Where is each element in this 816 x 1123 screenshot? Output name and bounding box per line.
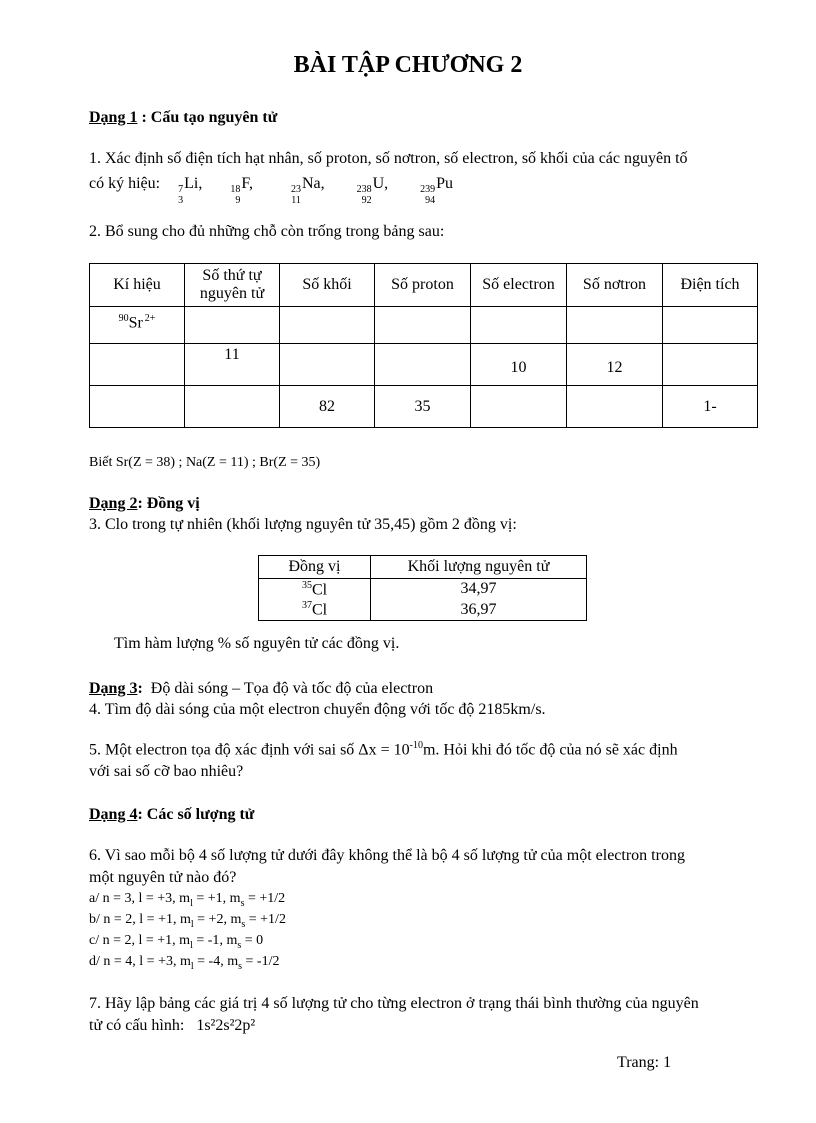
page-number: Trang: 1 (617, 1054, 672, 1071)
q5-line2: với sai số cỡ bao nhiêu? (89, 763, 244, 780)
q1-line1: 1. Xác định số điện tích hạt nhân, số proton, số nơtron, số electron, số khối của các nguyên tố (89, 150, 688, 167)
section-3-name: Độ dài sóng – Tọa độ và tốc độ của electron (150, 680, 434, 697)
cell-atomic-number: 11 (185, 344, 280, 386)
section-3-heading (89, 680, 433, 698)
section-1-heading (89, 109, 277, 127)
q6-option-a: a/ n = 3, l = +3, $m_l = +1$, $m_s = +1/2$ (89, 891, 286, 909)
cell-empty (471, 386, 567, 428)
section-3-sep: : (137, 680, 151, 697)
q4-text: 4. Tìm độ dài sóng của một electron chuyển động với tốc độ 2185km/s. (89, 701, 546, 718)
isotope-pu: 239 94 Pu (420, 175, 454, 206)
section-1-label: Dạng 1 (89, 109, 138, 126)
section-1-sep: : (137, 109, 151, 126)
cell-empty (375, 344, 471, 386)
cell-empty (90, 386, 185, 428)
q6-option-b: b/ n = 2, l = +1, $m_l = +2$, $m_s = +1/2$ (89, 912, 286, 930)
isotope-u: 238 92 U, (356, 175, 389, 206)
cell-empty (663, 307, 758, 344)
cell-isotope-cl35: $^{35}$Cl (259, 579, 371, 600)
q6-line1: 6. Vì sao mỗi bộ 4 số lượng tử dưới đây không thể là bộ 4 số lượng tử của một electron trong (89, 847, 685, 864)
header-atomic-number: Số thứ tự nguyên tử (185, 264, 280, 307)
section-4-sep: : (137, 806, 147, 823)
section-2-heading (89, 495, 200, 513)
electron-config: 1s²2s²2p² (196, 1017, 256, 1034)
q6-line2: một nguyên tử nào đó? (89, 869, 237, 886)
section-3-label: Dạng 3 (89, 680, 138, 697)
header-symbol: Kí hiệu (90, 264, 185, 307)
cell-neutrons: 12 (567, 344, 663, 386)
isotope-na: 23 11 Na, (290, 175, 325, 206)
q3-text: 3. Clo trong tự nhiên (khối lượng nguyên tử 35,45) gồm 2 đồng vị: (89, 516, 517, 533)
section-2-label: Dạng 2 (89, 495, 138, 512)
hint-text: Biết Sr(Z = 38) ; Na(Z = 11) ; Br(Z = 35) (89, 455, 321, 470)
cell-mass-cl37: 36,97 (371, 600, 587, 621)
q7-line2: tử có cấu hình: 1s²2s²2p² (89, 1017, 256, 1034)
cell-empty (280, 307, 375, 344)
header-charge: Điện tích (663, 264, 758, 307)
cell-empty (280, 344, 375, 386)
q1-prefix: có ký hiệu: (89, 175, 161, 192)
cell-empty (185, 307, 280, 344)
isotope-f: 18 9 F, (230, 175, 253, 206)
table-row (259, 600, 587, 621)
cell-protons: 35 (375, 386, 471, 428)
header-electrons: Số electron (471, 264, 567, 307)
q1-line2 (89, 175, 455, 206)
q3-task: Tìm hàm lượng % số nguyên tử các đồng vị. (114, 635, 400, 652)
table-header-row (90, 264, 758, 307)
q5-line1: 5. Một electron tọa độ xác định với sai số $\Delta x = 10^{-10}m$. Hỏi khi đó tốc độ của nó sẽ xác định (89, 740, 678, 759)
header-neutrons: Số nơtron (567, 264, 663, 307)
table-row (90, 344, 758, 386)
cell-mass-cl35: 34,97 (371, 579, 587, 600)
section-4-heading (89, 806, 254, 824)
cell-empty (90, 344, 185, 386)
q2-text: 2. Bổ sung cho đủ những chỗ còn trống trong bảng sau: (89, 223, 445, 240)
table-row (259, 579, 587, 600)
cell-mass-number: 82 (280, 386, 375, 428)
table-header-row (259, 556, 587, 579)
section-4-name: Các số lượng tử (146, 806, 255, 823)
cell-symbol-sr: $^{90}$Sr $^{2+}$ (90, 307, 185, 344)
table-row (90, 386, 758, 428)
cell-empty (185, 386, 280, 428)
cell-empty (471, 307, 567, 344)
table-row (90, 307, 758, 344)
section-2-name: Đồng vị (146, 495, 200, 512)
page-title: BÀI TẬP CHƯƠNG 2 (293, 52, 523, 78)
header-atomic-mass: Khối lượng nguyên tử (371, 556, 587, 579)
isotope-table (258, 555, 587, 621)
header-protons: Số proton (375, 264, 471, 307)
section-4-label: Dạng 4 (89, 806, 138, 823)
q7-line1: 7. Hãy lập bảng các giá trị 4 số lượng tử cho từng electron ở trạng thái bình thường của nguyên (89, 995, 699, 1012)
cell-empty (567, 307, 663, 344)
cell-empty (375, 307, 471, 344)
isotope-li: 7 3 Li, (178, 175, 203, 206)
cell-isotope-cl37: $^{37}$Cl (259, 600, 371, 621)
q6-option-c: c/ n = 2, l = +1, $m_l = -1$, $m_s = 0$ (89, 933, 264, 951)
cell-electrons: 10 (471, 344, 567, 386)
q6-option-d: d/ n = 4, l = +3, $m_l = -4$, $m_s = -1/2$ (89, 954, 280, 972)
section-1-name: Cấu tạo nguyên tử (150, 109, 278, 126)
cell-charge: 1- (663, 386, 758, 428)
cell-empty (663, 344, 758, 386)
cell-empty (567, 386, 663, 428)
header-mass-number: Số khối (280, 264, 375, 307)
section-2-sep: : (137, 495, 147, 512)
element-table (89, 263, 758, 428)
header-isotope: Đồng vị (259, 556, 371, 579)
